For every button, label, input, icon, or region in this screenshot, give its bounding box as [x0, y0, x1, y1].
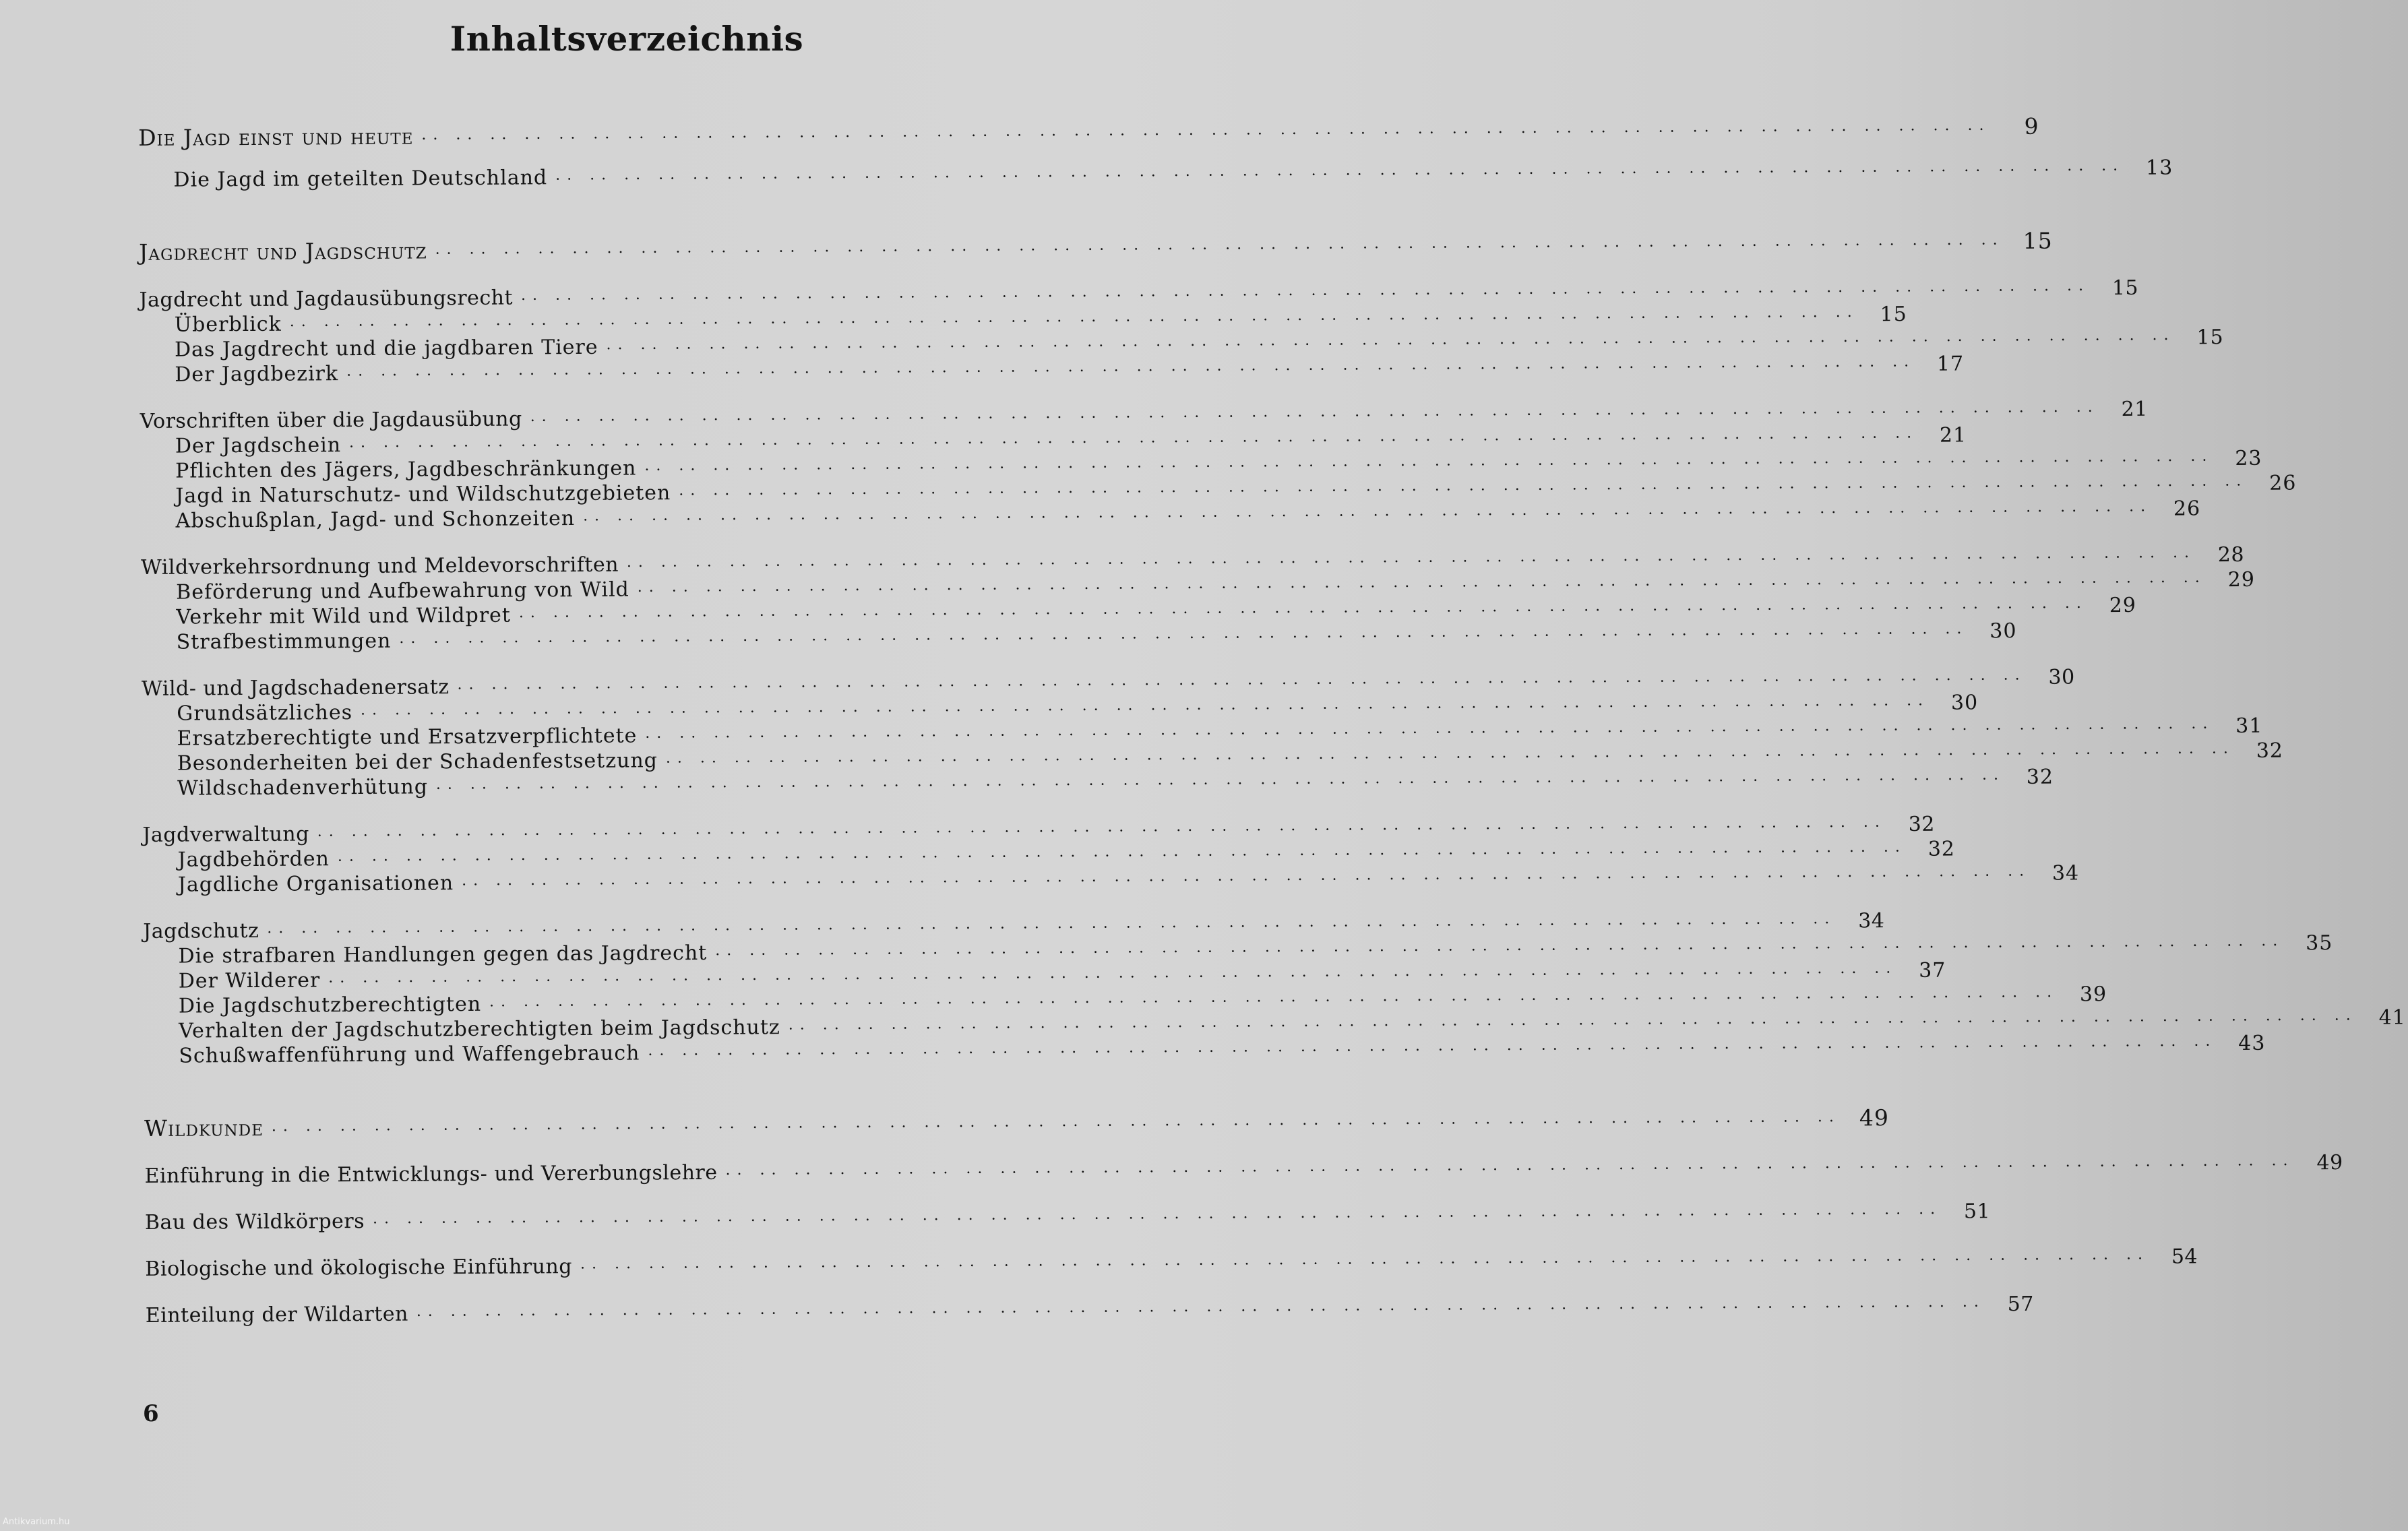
toc-chapter-title: Vorschriften über die Jagdausübung	[140, 407, 522, 433]
dot-leader	[519, 600, 2088, 625]
dot-leader	[416, 1299, 1985, 1323]
dot-leader	[580, 1252, 2149, 1276]
toc-subsection-page: 15	[1880, 302, 1907, 327]
toc-part	[144, 1104, 1890, 1142]
dot-leader	[679, 478, 2248, 503]
toc-chapter-title: Jagdschutz	[143, 918, 259, 943]
toc-subsection-title: Das Jagdrecht und die jagdbaren Tiere	[174, 335, 598, 362]
toc-subsection-title: Jagdliche Organisationen	[177, 871, 454, 897]
toc-chapter-page: 51	[1963, 1199, 1991, 1224]
dot-leader	[399, 626, 1968, 650]
toc-chapter-title: Einteilung der Wildarten	[145, 1302, 408, 1327]
toc-subsection-page: 34	[2051, 861, 2080, 885]
dot-leader	[436, 772, 2005, 796]
dot-leader	[638, 575, 2206, 599]
toc-chapter	[145, 1292, 2035, 1327]
toc-subsection-page: 32	[1927, 837, 1956, 861]
toc-chapter	[138, 156, 2173, 192]
dot-leader	[328, 966, 1897, 990]
page-title: Inhaltsverzeichnis	[450, 19, 804, 59]
toc-part-title: Die Jagd einst und heute	[138, 123, 414, 151]
toc-part-title: Wildkunde	[144, 1114, 264, 1142]
toc-chapter-title: Biologische und ökologische Einführung	[145, 1255, 573, 1281]
toc-subsection-title: Ersatzberechtigte und Ersatzverpflichtete	[177, 724, 638, 751]
toc-chapter-title: Bau des Wildkörpers	[144, 1209, 365, 1235]
dot-leader	[290, 309, 1859, 334]
dot-leader	[346, 359, 1915, 383]
toc-subsection-page: 37	[1919, 958, 1946, 982]
dot-leader	[627, 550, 2196, 574]
dot-leader	[458, 673, 2027, 697]
toc-subsection-page: 26	[2269, 471, 2297, 495]
toc-subsection	[144, 1031, 2266, 1068]
toc-subsection-page: 39	[2079, 982, 2107, 1007]
toc-subsection-page: 30	[1950, 691, 1979, 715]
dot-leader	[648, 1038, 2217, 1063]
toc-subsection-page: 30	[1989, 619, 2017, 644]
toc-chapter-title: Jagdrecht und Jagdausübungsrecht	[139, 286, 514, 312]
toc-subsection	[142, 619, 2017, 654]
toc-subsection	[143, 861, 2080, 897]
toc-subsection-title: Der Jagdschein	[175, 433, 342, 458]
toc-subsection-title: Beförderung und Aufbewahrung von Wild	[176, 577, 629, 604]
toc-chapter-title: Die Jagd im geteilten Deutschland	[173, 166, 548, 192]
toc-part-page: 9	[2024, 113, 2039, 139]
toc-subsection-title: Verkehr mit Wild und Wildpret	[176, 603, 512, 629]
dot-leader	[645, 721, 2214, 745]
toc-subsection-title: Der Jagdbezirk	[175, 362, 339, 387]
toc-subsection	[142, 765, 2054, 801]
dot-leader	[583, 504, 2152, 528]
dot-leader	[644, 454, 2213, 478]
toc-chapter-page: 49	[2316, 1151, 2343, 1175]
dot-leader	[489, 990, 2058, 1014]
toc-subsection-page: 23	[2235, 446, 2262, 471]
toc-subsection	[140, 497, 2201, 533]
toc-subsection-page: 17	[1936, 352, 1965, 376]
toc-chapter-title: Wildverkehrsordnung und Meldevorschriften	[140, 553, 619, 580]
dot-leader	[789, 1013, 2357, 1037]
dot-leader	[462, 869, 2031, 893]
toc-subsection-title: Wildschadenverhütung	[177, 775, 429, 801]
toc-subsection-title: Schußwaffenführung und Waffengebrauch	[179, 1041, 640, 1068]
toc-part-page: 15	[2023, 227, 2053, 254]
dot-leader	[715, 939, 2284, 963]
toc-subsection-title: Der Wilderer	[178, 968, 321, 993]
toc-chapter-page: 32	[1908, 812, 1936, 836]
dot-leader	[349, 431, 1918, 455]
toc-chapter-page: 30	[2048, 665, 2075, 689]
dot-leader	[726, 1158, 2295, 1182]
dot-leader	[521, 283, 2090, 307]
dot-leader	[338, 844, 1907, 869]
dot-leader	[666, 746, 2235, 770]
toc-chapter	[144, 1199, 1991, 1235]
toc-subsection	[140, 352, 1965, 387]
toc-part-title: Jagdrecht und Jagdschutz	[139, 237, 427, 265]
toc-subsection-title: Pflichten des Jägers, Jagdbeschränkungen	[175, 456, 637, 483]
toc-chapter-page: 34	[1858, 909, 1885, 933]
table-of-contents	[138, 113, 2406, 1327]
toc-subsection-page: 43	[2238, 1031, 2266, 1055]
toc-part	[138, 113, 2039, 151]
toc-chapter-page: 21	[2121, 397, 2148, 422]
toc-subsection-page: 29	[2227, 567, 2255, 592]
dot-leader	[272, 1115, 1841, 1139]
toc-subsection-title: Grundsätzliches	[177, 701, 353, 726]
dot-leader	[373, 1207, 1942, 1231]
toc-chapter-page: 54	[2171, 1245, 2198, 1269]
dot-leader	[361, 698, 1930, 722]
toc-chapter	[144, 1151, 2343, 1188]
toc-subsection-title: Verhalten der Jagdschutzberechtigten beim Jagdschutz	[179, 1016, 780, 1043]
dot-leader	[317, 819, 1886, 844]
toc-subsection-page: 31	[2235, 714, 2263, 739]
toc-chapter-title: Jagdverwaltung	[142, 822, 309, 847]
toc-subsection-title: Besonderheiten bei der Schadenfestsetzung	[177, 749, 658, 776]
toc-subsection-title: Strafbestimmungen	[176, 629, 392, 654]
toc-subsection-page: 35	[2306, 931, 2333, 956]
watermark: Antikvarium.hu	[3, 1517, 70, 1527]
toc-subsection-page: 41	[2378, 1005, 2406, 1030]
dot-leader	[267, 916, 1836, 941]
dot-leader	[421, 123, 1990, 147]
toc-subsection-title: Jagd in Naturschutz- und Wildschutzgebieten	[175, 481, 671, 508]
toc-subsection-title: Abschußplan, Jagd- und Schonzeiten	[175, 507, 576, 533]
toc-chapter-page: 28	[2217, 542, 2245, 567]
toc-chapter-page: 57	[2007, 1292, 2035, 1317]
toc-part-page: 49	[1859, 1104, 1890, 1131]
toc-chapter-page: 13	[2145, 156, 2173, 180]
toc-subsection-page: 29	[2109, 593, 2137, 618]
toc-part	[139, 227, 2053, 265]
toc-subsection-page: 15	[2196, 325, 2224, 350]
page-number: 6	[143, 1400, 159, 1427]
toc-subsection-page: 32	[2256, 739, 2284, 763]
toc-subsection-page: 32	[2026, 765, 2054, 789]
toc-subsection-title: Die Jagdschutzberechtigten	[178, 992, 482, 1018]
toc-subsection-title: Jagdbehörden	[177, 847, 330, 872]
toc-subsection-page: 21	[1939, 423, 1967, 447]
toc-subsection-page: 26	[2173, 497, 2201, 521]
toc-subsection-title: Überblick	[174, 312, 282, 337]
dot-leader	[530, 404, 2099, 429]
toc-chapter-page: 15	[2111, 276, 2139, 301]
toc-chapter-title: Wild- und Jagdschadenersatz	[142, 675, 450, 701]
toc-chapter-title: Einführung in die Entwicklungs- und Vererbungslehre	[144, 1160, 718, 1188]
dot-leader	[435, 237, 2004, 261]
dot-leader	[555, 163, 2124, 187]
toc-subsection-title: Die strafbaren Handlungen gegen das Jagdrecht	[178, 941, 708, 968]
toc-chapter	[145, 1245, 2198, 1281]
